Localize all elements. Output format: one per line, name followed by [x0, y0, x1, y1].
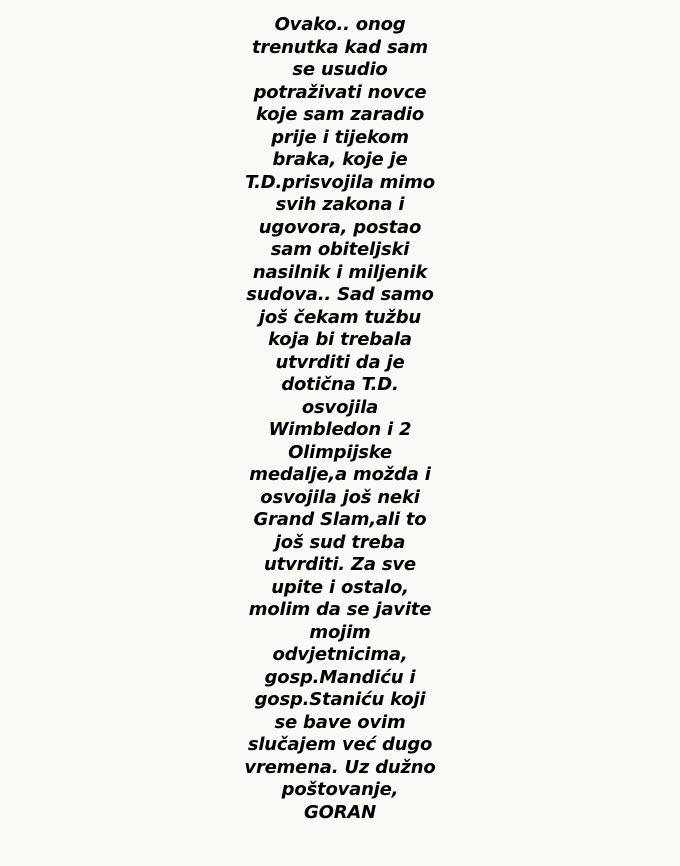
statement-line: osvojila još neki — [260, 486, 420, 508]
statement-line: molim da se javite — [248, 599, 432, 620]
statement-line: nasilnik i miljenik — [252, 261, 428, 283]
statement-line: se bave ovim — [274, 711, 406, 733]
statement-line: još čekam tužbu — [258, 306, 422, 328]
statement-line: koja bi trebala — [268, 329, 412, 350]
statement-line: slučajem već dugo — [247, 734, 433, 755]
statement-line: potraživati novce — [253, 81, 427, 103]
statement-line: T.D.prisvojila mimo — [245, 171, 435, 193]
statement-line: dotična T.D. — [281, 374, 399, 395]
statement-line: se usudio — [292, 59, 388, 80]
statement-line: odvjetnicima, — [272, 644, 408, 665]
statement-line: osvojila — [301, 396, 379, 418]
statement-line: vremena. Uz dužno — [244, 756, 436, 778]
statement-line: gosp.Mandiću i — [264, 666, 416, 688]
statement-line: Ovako.. onog — [274, 14, 406, 35]
statement-line: koje sam zaradio — [255, 104, 425, 125]
statement-line: prije i tijekom — [271, 126, 409, 148]
statement-line: braka, koje je — [272, 149, 408, 170]
statement-line: još sud treba — [274, 531, 406, 553]
statement-line: poštovanje, — [281, 779, 399, 800]
statement-signature: GORAN — [304, 801, 376, 823]
statement-line: gosp.Staniću koji — [254, 689, 426, 710]
statement-line: svih zakona i — [275, 194, 405, 215]
statement-line: trenutka kad sam — [252, 36, 428, 58]
statement-line: mojim — [309, 621, 371, 643]
statement-line: sam obiteljski — [270, 239, 410, 260]
statement-line: utvrditi. Za sve — [264, 554, 416, 575]
statement-text — [0, 14, 680, 824]
statement-line: utvrditi da je — [275, 351, 405, 373]
statement-line: medalje,a možda i — [249, 464, 431, 485]
statement-line: Grand Slam,ali to — [253, 509, 427, 530]
statement-line: Wimbledon i 2 — [268, 419, 412, 440]
statement-line: sudova.. Sad samo — [246, 284, 434, 305]
statement-line: ugovora, postao — [258, 216, 422, 238]
statement-line: upite i ostalo, — [271, 576, 409, 598]
statement-line: Olimpijske — [288, 441, 392, 463]
